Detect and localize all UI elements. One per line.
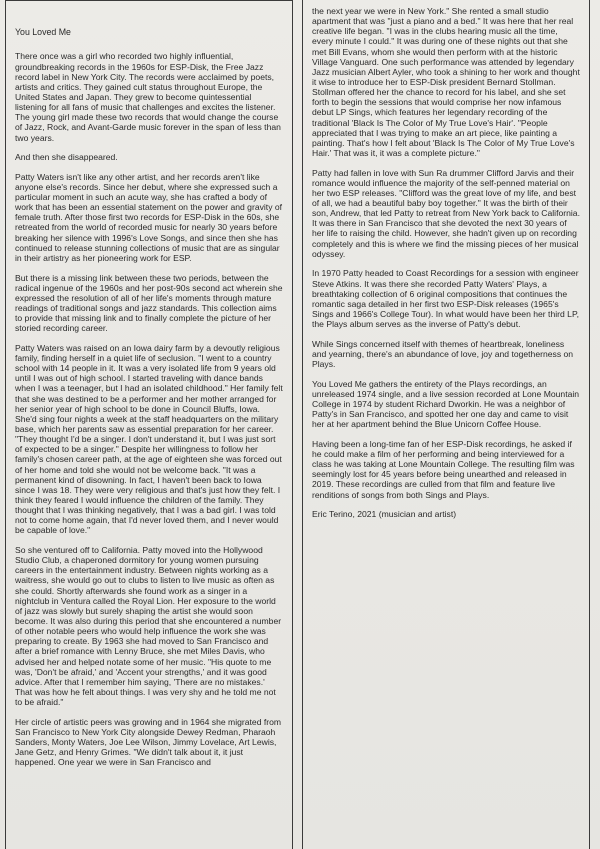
paragraph: Her circle of artistic peers was growing and in 1964 she migrated from San Francisco to New York City alongside Dewey Redman, Pharaoh Sanders, Monty Waters, Joe Lee Wilson, Jimmy Lovelace, Art Lewis, Jane Getz, and Henry Grimes. "We didn't talk about it, it just happened. One year we were in San Francisco and bbox=[15, 716, 282, 768]
right-column bbox=[302, 0, 590, 849]
paragraph: You Loved Me gathers the entirety of the Plays recordings, an unreleased 1974 single, and a live session recorded at Lone Mountain College in 1974 by student Richard Dworkin. He was a neighbor of Patty's in San Francisco, and spotted her one day and came to visit her at her apartment behind the Blue Unicorn Coffee House. bbox=[312, 378, 580, 430]
paragraph: In 1970 Patty headed to Coast Recordings for a session with engineer Steve Atkins. It was there she recorded Patty Waters' Plays, a breathtaking collection of 6 original compositions that continues the romantic saga detailed in her first two ESP-Disk releases (1965's Sings and 1966's College Tour). In what would have been her third LP, the Plays album serves as the inverse of Patty's debut. bbox=[312, 268, 579, 330]
paragraph: There once was a girl who recorded two highly influential, groundbreaking records in the 1960s for ESP-Disk, the Free Jazz record label in New York City. The records were acclaimed by poets, artists and critics. They gained cult status throughout Europe, the United States and Japan. They grew to become quintessential listening for all fans of music that challenges and excites the listener. The young girl made these two records that would change the course of Jazz, Rock, and Avant-Garde music forever in the span of less than two years. bbox=[15, 51, 281, 143]
paragraph: Patty Waters was raised on an Iowa dairy farm by a devoutly religious family, finding herself in a quiet life of seclusion. "I went to a country school with 14 people in it. It was a very isolated life from 9 years old until I was out of high school. I started traveling with dance bands when I was a teenager, but I had an isolated childhood." Her family felt that she was destined to be a performer and her mother arranged for her senior year of high school to be done in Council Bluffs, Iowa. She'd sing four nights a week at the staff headquarters on the military base, which her parents saw as essential preparation for her career. "They thought I'd be a singer. I don't understand it, but I was just sort of expected to be a singer." Despite her willingness to follow her family's chosen career path, at the age of eighteen she was forced out of her home and told she would not be welcome back. "It was a permanent kind of disowning. In fact, I haven't been back to Iowa since I was 18. They were very religious and that's just how they felt. I think they feared I would influence the children of the family. They thought that I was thinking negatively, that I was a bad girl. I was told not to come home again, that I'd never loved them, and I never would be capable of love." bbox=[15, 342, 283, 536]
author-signature: Eric Terino, 2021 (musician and artist) bbox=[312, 509, 457, 520]
page-title: You Loved Me bbox=[15, 27, 71, 37]
left-column bbox=[5, 0, 293, 849]
paragraph: But there is a missing link between these two periods, between the radical ingenue of the 1960s and her post-90s second act wherein she expressed the resolution of all of her life's moments through mature readings of traditional songs and jazz standards. This collection aims to provide that missing link and to finally complete the picture of her storied recording career. bbox=[15, 272, 283, 334]
paragraph: While Sings concerned itself with themes of heartbreak, loneliness and yearning, there's an abundance of love, joy and togetherness on Plays. bbox=[312, 338, 574, 369]
paragraph: So she ventured off to California. Patty moved into the Hollywood Studio Club, a chaperoned dormitory for young women pursuing careers in the entertainment industry. Between nights working as a waitress, she would go out to clubs to listen to live music as often as she could. Shortly afterwards she found work as a singer in a nightclub in Ventura called the Royal Lion. Her exposure to the world of jazz was slowly but surely shaping the artist she would soon become. It was also during this period that she encountered a number of other notable peers who would help influence the work she was preparing to create. By 1963 she had moved to San Francisco and after a brief romance with Lenny Bruce, she met Miles Davis, who advised her and helped notate some of her music. "His quote to me was, 'Don't be afraid,' and 'Accent your strengths,' and it was good advice. After that I remember him saying, 'There are no mistakes.' That was how he felt about things. I was very shy and he told me not to be afraid." bbox=[15, 545, 282, 708]
paragraph: Having been a long-time fan of her ESP-Disk recordings, he asked if he could make a film of her performing and being interviewed for a class he was taking at Lone Mountain College. The resulting film was seemingly lost for 45 years before being unearthed and released in 2019. These recordings are culled from that film and feature live renditions of songs from both Sings and Plays. bbox=[312, 438, 575, 500]
paragraph: Patty Waters isn't like any other artist, and her records aren't like anyone else's records. Since her debut, where she expressed such a particular moment in such an acute way, she has crafted a body of work that has been an essential statement on the power and gravity of female truth. After those first two records for ESP-Disk in the 60s, she retreated from the world of recorded music for nearly 30 years before breaking her silence with 1996's Love Songs, and since then she has continued to release stunning collections of music that are as singular in their artistry as her pioneering work for ESP. bbox=[15, 171, 283, 263]
paragraph: And then she disappeared. bbox=[15, 152, 118, 163]
paragraph: Patty had fallen in love with Sun Ra drummer Clifford Jarvis and their romance would influence the majority of the self-penned material on her two ESP releases. "Clifford was the great love of my life, and best of all, we had a beautiful baby boy together." It was the birth of their son, Andrew, that led Patty to retreat from New York back to California. It was there in San Francisco that she devoted the next 30 years of her life to raising the child. However, she hadn't given up on recording completely and this is where we find the missing pieces of her musical odyssey. bbox=[312, 167, 580, 259]
paragraph: the next year we were in New York." She rented a small studio apartment that was "just a piano and a bed." It was here that her real creative life began. "I was in the clubs hearing music all the time, every minute I could." It was during one of these nights out that she met Bill Evans, whom she would then perform with at the historic Village Vanguard. One such performance was attended by legendary Jazz musician Albert Ayler, who took a shining to her work and thought it wise to introduce her to ESP-Disk president Bernard Stollman. Stollman offered her the chance to record for his label, and she set forth to begin the sessions that would comprise her now infamous debut LP Sings, which features her legendary recording of the traditional 'Black Is The Color of My True Love's Hair'. "People appreciated that I was trying to make an art piece, like painting a painting. That's how I felt about 'Black Is The Color of My True Love's Hair.' That was it, it was a complete picture." bbox=[312, 6, 580, 158]
